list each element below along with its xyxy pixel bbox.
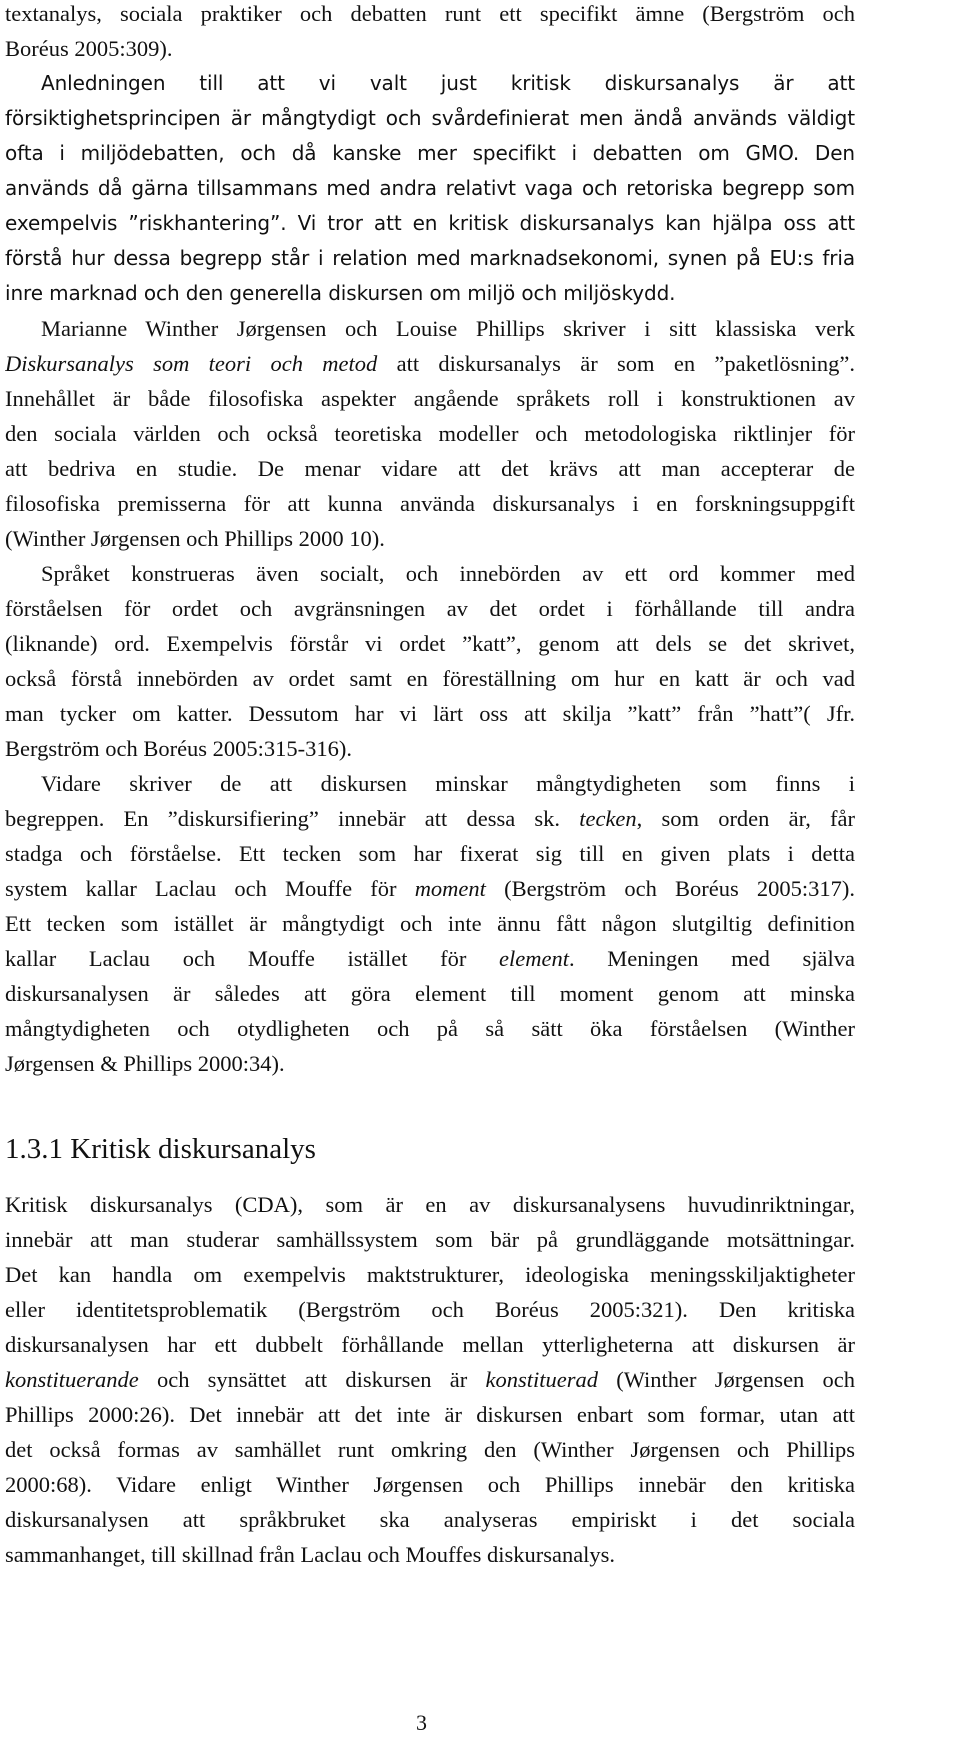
page-number: 3 xyxy=(416,1710,427,1735)
text-line: förståelsen för ordet och avgränsningen av det ordet i förhållande till andra xyxy=(5,596,855,621)
text-line: Det kan handla om exempelvis maktstrukturer, ideologiska meningsskiljaktigheter xyxy=(5,1262,855,1287)
text-line: Ett tecken som istället är mångtydigt och inte ännu fått någon slutgiltig definition xyxy=(5,911,855,936)
text-line: mångtydigheten och otydligheten och på så sätt öka förståelsen (Winther xyxy=(5,1016,855,1041)
text-line: sammanhanget, till skillnad från Laclau och Mouffes diskursanalys. xyxy=(5,1542,616,1567)
paragraph-cda xyxy=(5,1187,855,1572)
text-line: förstå hur dessa begrepp står i relation med marknadsekonomi, synen på EU:s fria xyxy=(5,246,855,270)
text-line: innebär att man studerar samhällssystem som bär på grundläggande motsättningar. xyxy=(5,1227,855,1252)
paragraph-marianne xyxy=(5,311,855,556)
paragraph-anledningen xyxy=(5,66,855,311)
text-line: att bedriva en studie. De menar vidare att det krävs att man accepterar de xyxy=(5,456,855,481)
text-line: filosofiska premisserna för att kunna använda diskursanalys i en forskningsuppgift xyxy=(5,491,855,516)
text-line: Språket konstrueras även socialt, och innebörden av ett ord kommer med xyxy=(41,561,855,586)
text-line: diskursanalysen att språkbruket ska analyseras empiriskt i det sociala xyxy=(5,1507,855,1532)
book-title: Diskursanalys som teori och metod xyxy=(5,351,378,376)
text-line: också förstå innebörden av ordet samt en föreställning om hur en katt är och vad xyxy=(5,666,855,691)
text-line: exempelvis ”riskhantering”. Vi tror att en kritisk diskursanalys kan hjälpa oss att xyxy=(5,211,855,235)
text-line: Phillips 2000:26). Det innebär att det inte är diskursen enbart som formar, utan att xyxy=(5,1402,855,1427)
text-line: 2000:68). Vidare enligt Winther Jørgensen och Phillips innebär den kritiska xyxy=(5,1472,855,1497)
text-line: Bergström och Boréus 2005:315-316). xyxy=(5,736,353,761)
text-line: stadga och förståelse. Ett tecken som har fixerat sig till en given plats i detta xyxy=(5,841,855,866)
text-line: man tycker om katter. Dessutom har vi lärt oss att skilja ”katt” från ”hatt”( Jfr. xyxy=(5,701,855,726)
text-line: försiktighetsprincipen är mångtydigt och svårdefinierat men ändå används väldigt xyxy=(5,106,855,130)
text-line: det också formas av samhället runt omkring den (Winther Jørgensen och Phillips xyxy=(5,1437,855,1462)
text-line: kallar Laclau och Mouffe istället för element. Meningen med själva xyxy=(5,946,855,971)
text-line: diskursanalysen har ett dubbelt förhållande mellan ytterligheterna att diskursen är xyxy=(5,1332,855,1357)
text-line: ofta i miljödebatten, och då kanske mer specifikt i debatten om GMO. Den xyxy=(5,141,855,165)
section-heading: 1.3.1 Kritisk diskursanalys xyxy=(5,1133,316,1165)
text-line: Vidare skriver de att diskursen minskar mångtydigheten som finns i xyxy=(41,771,855,796)
text-line: (Winther Jørgensen och Phillips 2000 10). xyxy=(5,526,385,551)
text-line: system kallar Laclau och Mouffe för moment (Bergström och Boréus 2005:317). xyxy=(5,876,855,901)
text-line: konstituerande och synsättet att diskursen är konstituerad (Winther Jørgensen och xyxy=(5,1367,855,1392)
text-line: Anledningen till att vi valt just kritisk diskursanalys är att xyxy=(41,71,855,95)
document-page xyxy=(5,0,855,1572)
text-line: diskursanalysen är således att göra element till moment genom att minska xyxy=(5,981,855,1006)
text-line: Marianne Winther Jørgensen och Louise Phillips skriver i sitt klassiska verk xyxy=(41,316,855,341)
paragraph-spraket xyxy=(5,556,855,766)
text-line: textanalys, sociala praktiker och debatten runt ett specifikt ämne (Bergström och xyxy=(5,1,855,26)
text-line: används då gärna tillsammans med andra relativt vaga och retoriska begrepp som xyxy=(5,176,855,200)
text-line: inre marknad och den generella diskursen om miljö och miljöskydd. xyxy=(5,281,676,305)
text-line: den sociala världen och också teoretiska modeller och metodologiska riktlinjer för xyxy=(5,421,855,446)
text-line: Kritisk diskursanalys (CDA), som är en av diskursanalysens huvudinriktningar, xyxy=(5,1192,855,1217)
text-line: Diskursanalys som teori och metod att diskursanalys är som en ”paketlösning”. xyxy=(5,351,855,376)
text-line: (liknande) ord. Exempelvis förstår vi ordet ”katt”, genom att dels se det skrivet, xyxy=(5,631,855,656)
text-line: eller identitetsproblematik (Bergström och Boréus 2005:321). Den kritiska xyxy=(5,1297,855,1322)
text-line: Jørgensen & Phillips 2000:34). xyxy=(5,1051,285,1076)
text-line: begreppen. En ”diskursifiering” innebär att dessa sk. tecken, som orden är, får xyxy=(5,806,855,831)
text-line: Boréus 2005:309). xyxy=(5,36,173,61)
paragraph-vidare xyxy=(5,766,855,1081)
text-line: Innehållet är både filosofiska aspekter angående språkets roll i konstruktionen av xyxy=(5,386,855,411)
